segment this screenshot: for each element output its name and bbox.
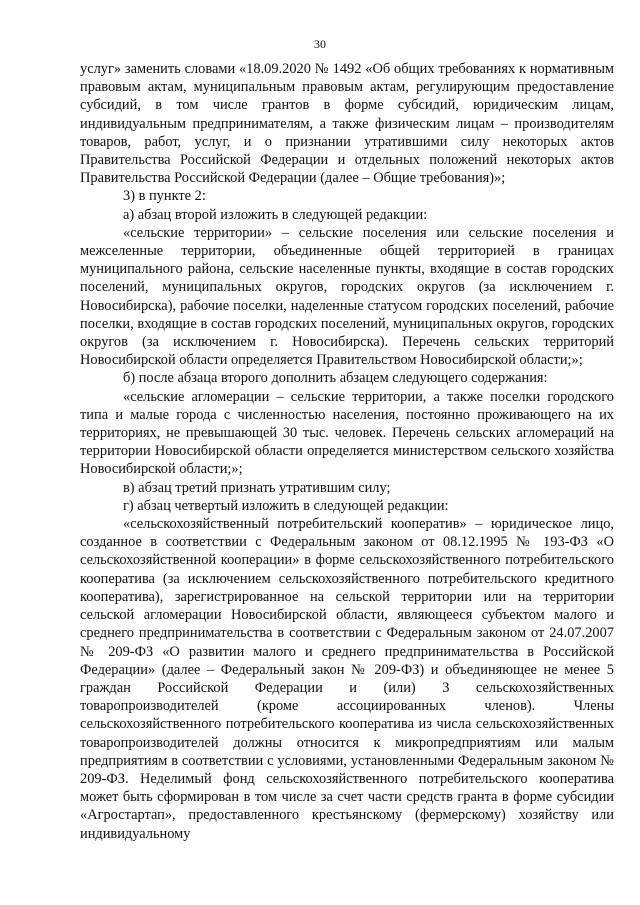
document-body (80, 60, 614, 843)
paragraph-continuation: услуг» заменить словами «18.09.2020 № 1492 «Об общих требованиях к нормативным правовым актам, муниципальным правовым актам, регулирующим предоставление субсидий, в том числе грантов в форме субсидий, юридическим лицам, индивидуальным предпринимателям, а также физическим лицам – производителям товаров, работ, услуг, и о признании утратившими силу некоторых актов Правительства Российской Федерации и отдельных положений некоторых актов Правительства Российской Федерации (далее – Общие требования)»; (80, 61, 614, 187)
paragraph-rural-agglomerations-definition: «сельские агломерации – сельские территории, а также поселки городского типа и малые города с численностью населения, постоянно проживающего на их территориях, не превышающей 30 тыс. человек. Перечень сельских агломераций на территории Новосибирской области определяется министерством сельского хозяйства Новосибирской области;»; (80, 388, 614, 478)
paragraph-item-3: 3) в пункте 2: (123, 188, 206, 205)
paragraph-item-b: б) после абзаца второго дополнить абзацем следующего содержания: (123, 370, 548, 387)
paragraph-rural-territories-definition: «сельские территории» – сельские поселения или сельские поселения и межселенные территории, объединенные общей территорией в границах муниципального района, сельские населенные пункты, входящие в состав городских поселений, муниципальных округов, городских округов (за исключением г. Новосибирска), рабочие поселки, наделенные статусом городских поселений, рабочие поселки, входящие в состав городских поселений, муниципальных округов, городских округов (за исключением г. Новосибирска). Перечень сельских территорий Новосибирской области определяется Правительством Новосибирской области;»; (80, 224, 614, 369)
paragraph-item-v: в) абзац третий признать утратившим силу; (123, 479, 391, 496)
paragraph-item-a: а) абзац второй изложить в следующей редакции: (123, 206, 428, 223)
paragraph-cooperative-definition: «сельскохозяйственный потребительский кооператив» – юридическое лицо, созданное в соответствии с Федеральным законом от 08.12.1995 № 193-ФЗ «О сельскохозяйственной кооперации» в форме сельскохозяйственного потребительского кооператива (за исключением сельскохозяйственного потребительского кредитного кооператива), зарегистрированное на сельской территории или на территории сельской агломерации Новосибирской области, являющееся субъектом малого и среднего предпринимательства в соответствии с Федеральным законом от 24.07.2007 № 209-ФЗ «О развитии малого и среднего предпринимательства в Российской Федерации» (далее – Федеральный закон № 209-ФЗ) и объединяющее не менее 5 граждан Российской Федерации и (или) 3 сельскохозяйственных товаропроизводителей (кроме ассоциированных членов). Члены сельскохозяйственного потребительского кооператива из числа сельскохозяйственных товаропроизводителей должны относится к микропредприятиям или малым предприятиям в соответствии с условиями, установленными Федеральным законом № 209-ФЗ. Неделимый фонд сельскохозяйственного потребительского кооператива может быть сформирован в том числе за счет части средств гранта в форме субсидии «Агростартап», предоставленного крестьянскому (фермерскому) хозяйству или индивидуальному (80, 516, 614, 842)
page-number: 30 (314, 37, 326, 51)
paragraph-item-g: г) абзац четвертый изложить в следующей редакции: (123, 497, 449, 514)
